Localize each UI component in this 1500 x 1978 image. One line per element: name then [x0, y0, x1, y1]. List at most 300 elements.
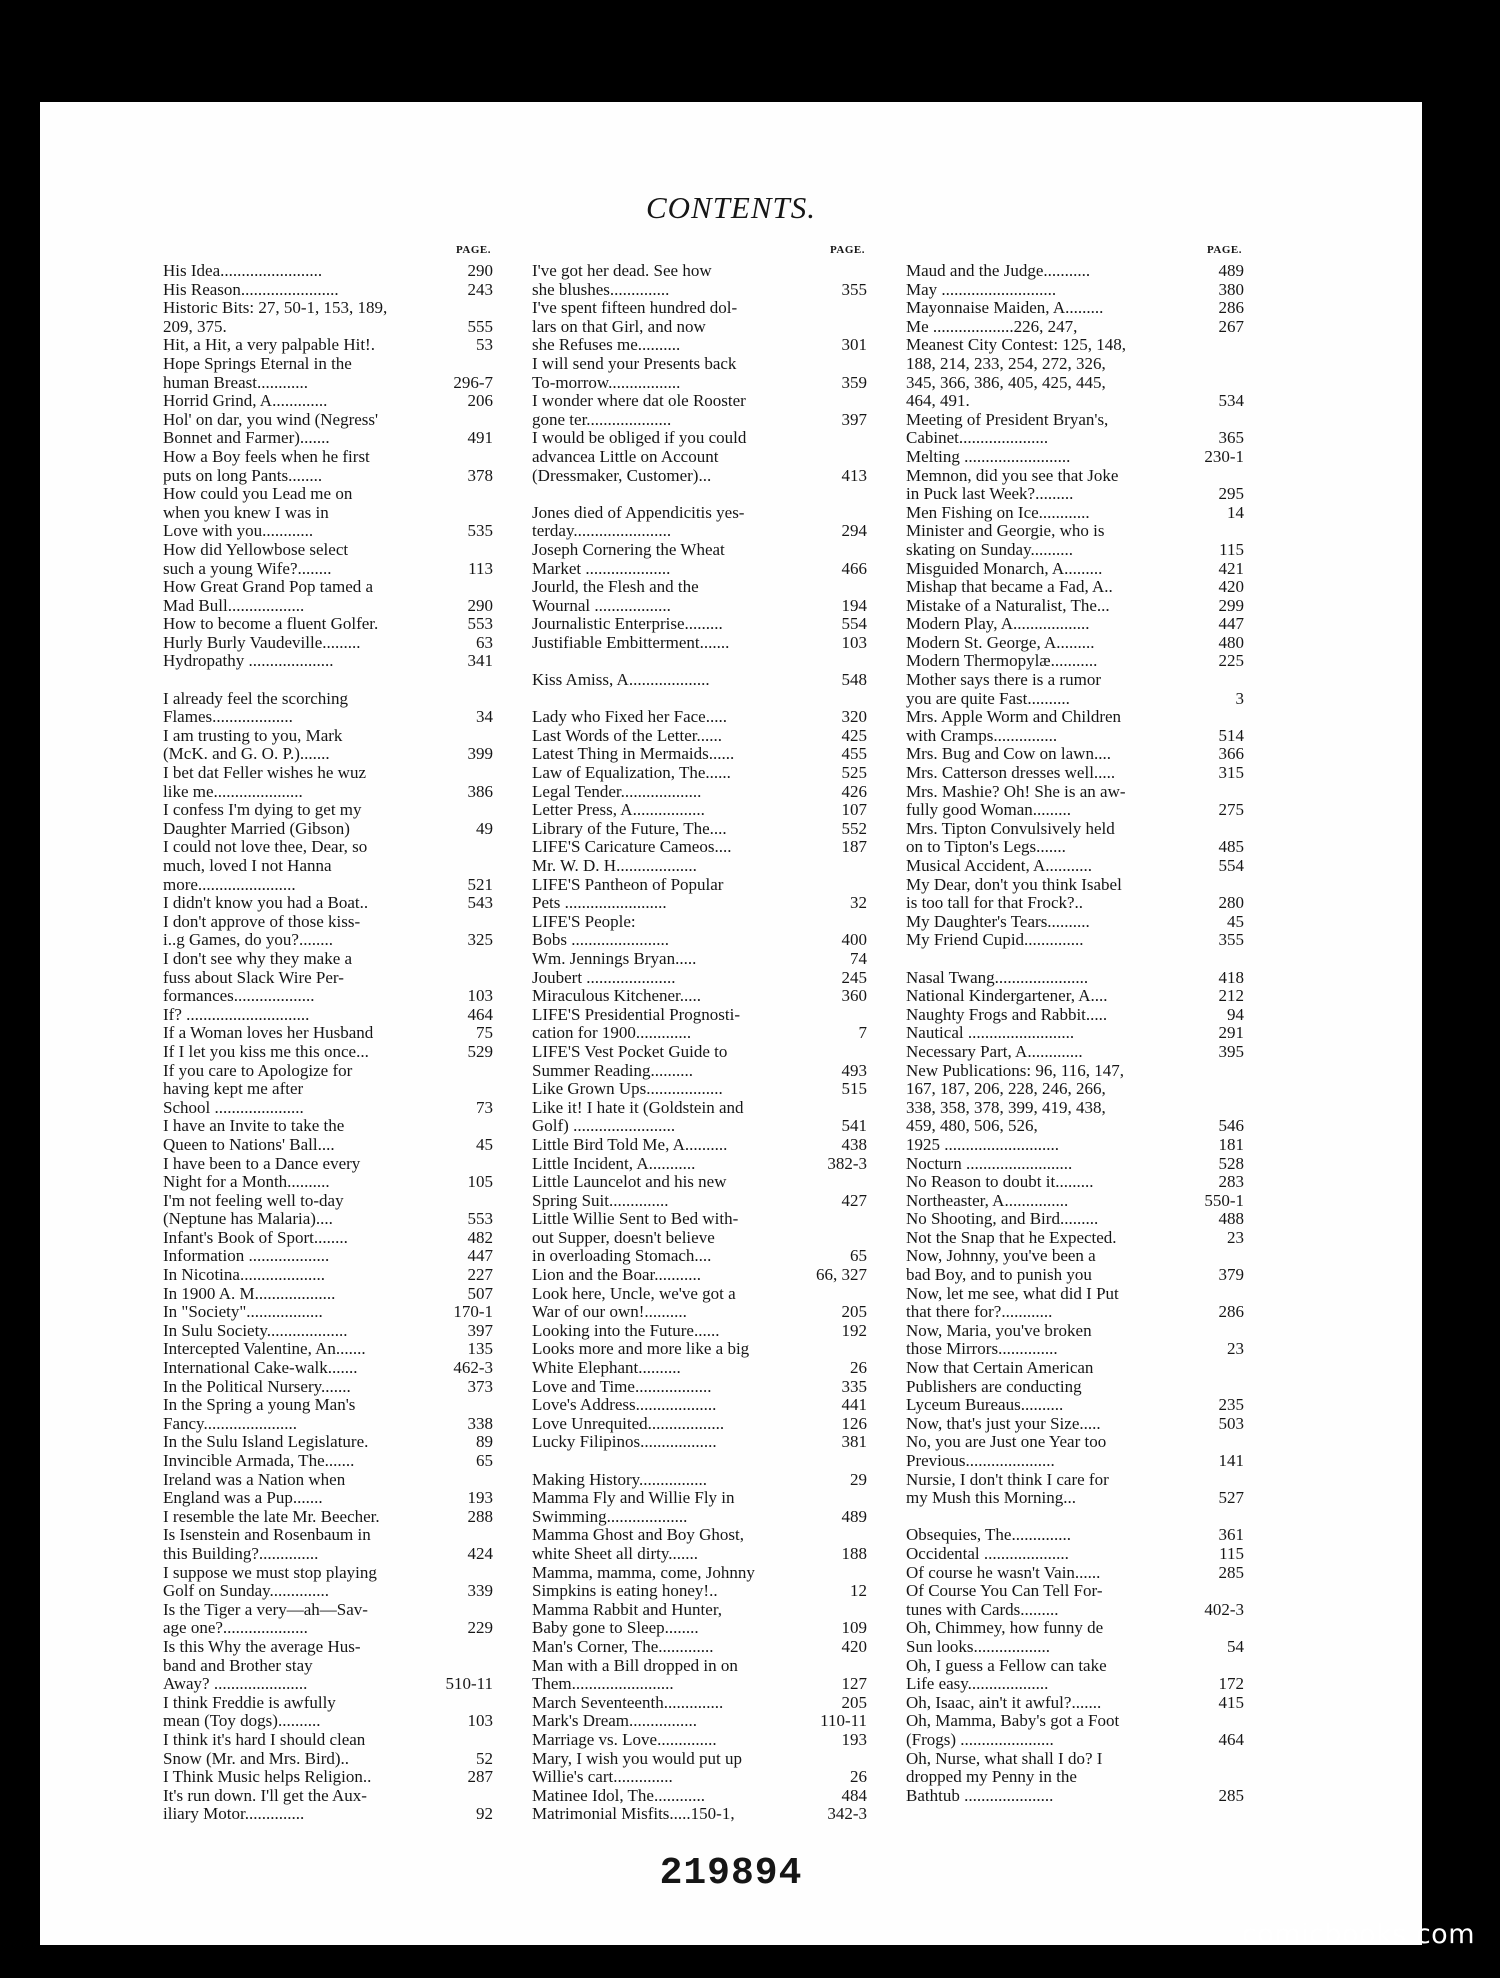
contents-entry	[163, 894, 493, 913]
entry-title: Meeting of President Bryan's, Cabinet.....................	[906, 410, 1109, 448]
contents-entry	[163, 1601, 493, 1638]
entry-page-number: 53	[476, 335, 493, 355]
contents-entry	[532, 838, 867, 857]
entry-title: LIFE'S Vest Pocket Guide to Summer Reading..........	[532, 1042, 728, 1080]
entry-title: Mamma Ghost and Boy Ghost, white Sheet all dirty.......	[532, 1526, 745, 1563]
contents-entry	[906, 987, 1244, 1006]
contents-entry	[906, 299, 1244, 318]
entry-page-number: 32	[850, 893, 867, 913]
entry-title: I resemble the late Mr. Beecher.	[163, 1507, 380, 1526]
entry-page-number: 489	[1218, 261, 1244, 280]
contents-entry	[906, 820, 1244, 857]
contents-entry	[163, 1768, 493, 1787]
contents-entry	[163, 690, 493, 727]
section-gap	[163, 671, 493, 690]
entry-page-number: 355	[1218, 930, 1244, 950]
contents-entry	[163, 1117, 493, 1154]
contents-column-1	[163, 242, 493, 1824]
contents-entry	[532, 1415, 867, 1434]
entry-page-number: 554	[1218, 856, 1244, 875]
entry-page-number: 205	[841, 1692, 867, 1712]
contents-entry	[906, 1694, 1244, 1713]
entry-title: Nocturn .........................	[906, 1154, 1073, 1173]
entry-title: Like Grown Ups..................	[532, 1080, 723, 1099]
contents-entry	[163, 1322, 493, 1341]
entry-title: Lady who Fixed her Face.....	[532, 708, 727, 727]
entry-title: Horrid Grind, A.............	[163, 392, 328, 411]
entry-page-number: 227	[467, 1265, 493, 1285]
entry-title: Naughty Frogs and Rabbit.....	[906, 1005, 1108, 1024]
entry-page-number: 285	[1218, 1785, 1244, 1805]
entry-page-number: 320	[841, 707, 867, 727]
contents-entry	[163, 950, 493, 1006]
entry-page-number: 489	[841, 1506, 867, 1526]
contents-entry	[163, 1285, 493, 1304]
entry-title: In Sulu Society...................	[163, 1321, 348, 1340]
entry-title: Hydropathy ....................	[163, 652, 334, 671]
entry-page-number: 366	[1218, 744, 1244, 764]
entry-title: 1925 ...........................	[906, 1135, 1059, 1154]
entry-title: LIFE'S People:	[532, 912, 636, 931]
entry-page-number: 514	[1218, 725, 1244, 745]
entry-page-number: 66, 327	[816, 1265, 867, 1285]
contents-entry	[163, 634, 493, 653]
entry-title: Now, Johnny, you've been a bad Boy, and to punish you	[906, 1247, 1096, 1285]
entry-page-number: 488	[1218, 1209, 1244, 1229]
entry-page-number: 535	[467, 521, 493, 541]
entry-title: National Kindergartener, A....	[906, 987, 1108, 1006]
contents-entry	[906, 336, 1244, 410]
entry-title: How a Boy feels when he first puts on long Pants........	[163, 447, 370, 485]
entry-page-number: 325	[467, 930, 493, 950]
entry-title: Mrs. Mashie? Oh! She is an aw- fully good Woman.........	[906, 782, 1126, 820]
entry-title: I don't approve of those kiss- i..g Games, do you?........	[163, 912, 361, 950]
entry-page-number: 355	[841, 279, 867, 299]
entry-title: Hurly Burly Vaudeville.........	[163, 633, 361, 652]
entry-title: I don't see why they make a fuss about Slack Wire Per- formances...................	[163, 949, 353, 1006]
contents-entry	[906, 1657, 1244, 1694]
contents-entry	[532, 1378, 867, 1397]
entry-title: Love Unrequited..................	[532, 1414, 725, 1433]
contents-entry	[532, 727, 867, 746]
entry-page-number: 235	[1218, 1395, 1244, 1415]
contents-column-3	[906, 242, 1244, 1805]
contents-entry	[532, 1805, 867, 1824]
contents-entry	[163, 1359, 493, 1378]
entry-title: If you care to Apologize for having kept me after School .....................	[163, 1061, 353, 1117]
entry-page-number: 294	[841, 521, 867, 541]
contents-entry	[163, 1024, 493, 1043]
entry-title: Me ...................226, 247,	[906, 317, 1078, 336]
contents-entry	[163, 336, 493, 355]
entry-title: Mistake of a Naturalist, The...	[906, 596, 1110, 615]
entry-title: Infant's Book of Sport........	[163, 1228, 348, 1247]
entry-page-number: 229	[467, 1618, 493, 1638]
section-gap	[906, 1508, 1244, 1527]
entry-title: In the Spring a young Man's Fancy......................	[163, 1396, 356, 1433]
entry-page-number: 507	[467, 1283, 493, 1303]
entry-page-number: 299	[1218, 595, 1244, 615]
entry-title: Information ...................	[163, 1247, 330, 1266]
entry-title: May ...........................	[906, 280, 1057, 299]
entry-title: Modern Play, A..................	[906, 615, 1090, 634]
contents-entry	[532, 1155, 867, 1174]
contents-entry	[532, 931, 867, 950]
entry-page-number: 360	[841, 986, 867, 1006]
contents-entry	[532, 541, 867, 578]
entry-title: International Cake-walk.......	[163, 1359, 358, 1378]
entry-page-number: 420	[841, 1636, 867, 1656]
entry-page-number: 484	[841, 1785, 867, 1805]
entry-page-number: 52	[476, 1748, 493, 1768]
entry-page-number: 382-3	[827, 1153, 867, 1173]
entry-title: Now, Maria, you've broken those Mirrors..............	[906, 1321, 1092, 1359]
page-title: CONTENTS.	[645, 190, 817, 225]
contents-entry	[532, 1787, 867, 1806]
entry-page-number: 359	[841, 372, 867, 392]
entry-title: Marriage vs. Love..............	[532, 1730, 717, 1749]
entry-title: Mamma Rabbit and Hunter, Baby gone to Sleep........	[532, 1600, 723, 1638]
entry-title: How Great Grand Pop tamed a Mad Bull..................	[163, 578, 374, 615]
entry-title: Oh, Nurse, what shall I do? I dropped my Penny in the Bathtub .....................	[906, 1749, 1103, 1805]
entry-page-number: 170-1	[453, 1302, 493, 1322]
contents-entry	[163, 1694, 493, 1731]
contents-entry	[906, 1433, 1244, 1470]
entry-page-number: 438	[841, 1134, 867, 1154]
entry-page-number: 205	[841, 1302, 867, 1322]
entry-title: Journalistic Enterprise.........	[532, 615, 723, 634]
entry-page-number: 141	[1218, 1451, 1244, 1470]
contents-entry	[163, 578, 493, 615]
contents-entry	[906, 1155, 1244, 1174]
section-gap	[532, 1452, 867, 1471]
entry-page-number: 534	[1218, 391, 1244, 411]
entry-title: Mary, I wish you would put up Willie's cart..............	[532, 1749, 742, 1787]
entry-title: I think Freddie is awfully mean (Toy dogs)..........	[163, 1693, 336, 1731]
entry-page-number: 26	[850, 1358, 867, 1378]
entry-page-number: 365	[1218, 428, 1244, 448]
contents-entry	[163, 1303, 493, 1322]
contents-entry	[163, 652, 493, 671]
contents-entry	[532, 634, 867, 653]
entry-page-number: 286	[1218, 298, 1244, 318]
contents-entry	[163, 838, 493, 894]
entry-page-number: 528	[1218, 1153, 1244, 1173]
entry-title: Nasal Twang......................	[906, 968, 1089, 987]
entry-page-number: 172	[1218, 1674, 1244, 1694]
contents-entry	[532, 1638, 867, 1657]
entry-title: Of Course You Can Tell For- tunes with Cards.........	[906, 1582, 1103, 1619]
contents-entry	[906, 262, 1244, 281]
entry-title: Justifiable Embitterment.......	[532, 633, 730, 652]
entry-page-number: 491	[467, 428, 493, 448]
entry-page-number: 402-3	[1204, 1599, 1244, 1619]
contents-entry	[906, 560, 1244, 579]
entry-page-number: 275	[1218, 800, 1244, 820]
contents-entry	[163, 1396, 493, 1433]
entry-page-number: 462-3	[453, 1358, 493, 1378]
contents-entry	[532, 1173, 867, 1210]
page-column-header: PAGE.	[1207, 244, 1242, 256]
entry-title: If I let you kiss me this once...	[163, 1042, 369, 1061]
entry-title: Man with a Bill dropped in on Them........................	[532, 1656, 738, 1694]
entry-page-number: 103	[467, 1711, 493, 1731]
entry-page-number: 23	[1227, 1339, 1244, 1359]
contents-entry	[532, 1433, 867, 1452]
entry-page-number: 335	[841, 1376, 867, 1396]
contents-entry	[163, 1062, 493, 1118]
entry-page-number: 290	[467, 261, 493, 280]
entry-title: Library of the Future, The....	[532, 819, 727, 838]
contents-entry	[163, 1452, 493, 1471]
entry-page-number: 546	[1218, 1116, 1244, 1136]
entry-page-number: 455	[841, 744, 867, 764]
entry-page-number: 73	[476, 1097, 493, 1117]
entry-title: Mother says there is a rumor you are quite Fast..........	[906, 671, 1101, 708]
contents-entry	[532, 950, 867, 969]
entry-title: LIFE'S Pantheon of Popular Pets ........................	[532, 875, 724, 913]
contents-entry	[163, 392, 493, 411]
contents-entry	[163, 1508, 493, 1527]
entry-title: How to become a fluent Golfer.	[163, 615, 379, 634]
entry-page-number: 464	[1218, 1729, 1244, 1749]
contents-entry	[163, 262, 493, 281]
entry-page-number: 12	[850, 1581, 867, 1601]
contents-entry	[906, 876, 1244, 913]
entry-title: I have been to a Dance every Night for a Month..........	[163, 1154, 361, 1192]
entry-title: Joubert .....................	[532, 968, 676, 987]
contents-entry	[532, 671, 867, 690]
contents-entry	[163, 485, 493, 541]
entry-title: Hol' on dar, you wind (Negress' Bonnet and Farmer).......	[163, 410, 379, 448]
entry-title: Mrs. Tipton Convulsively held on to Tipton's Legs.......	[906, 819, 1115, 857]
entry-page-number: 181	[1218, 1134, 1244, 1154]
entry-title: Mamma Fly and Willie Fly in Swimming...................	[532, 1489, 735, 1526]
entry-page-number: 193	[467, 1488, 493, 1508]
contents-entry	[906, 1619, 1244, 1656]
entry-title: Mark's Dream................	[532, 1712, 698, 1731]
entry-title: Little Willie Sent to Bed with- out Supper, doesn't believe in overloading Stomach....	[532, 1210, 739, 1266]
entry-title: I've spent fifteen hundred dol- lars on that Girl, and now she Refuses me..........	[532, 299, 738, 355]
entry-page-number: 515	[841, 1079, 867, 1099]
contents-entry	[163, 1155, 493, 1192]
entry-title: Looks more and more like a big White Elephant..........	[532, 1340, 750, 1378]
entry-title: Necessary Part, A.............	[906, 1042, 1083, 1061]
contents-entry	[906, 1229, 1244, 1248]
entry-page-number: 92	[476, 1804, 493, 1824]
entry-page-number: 541	[841, 1116, 867, 1136]
entry-title: I will send your Presents back To-morrow.................	[532, 354, 737, 392]
entry-title: If? .............................	[163, 1005, 310, 1024]
entry-title: Man's Corner, The.............	[532, 1637, 714, 1656]
contents-entry	[532, 1080, 867, 1099]
contents-entry	[163, 1564, 493, 1601]
entry-title: Last Words of the Letter......	[532, 726, 722, 745]
contents-entry	[532, 1285, 867, 1322]
entry-page-number: 63	[476, 632, 493, 652]
entry-page-number: 135	[467, 1339, 493, 1359]
contents-entry	[906, 1359, 1244, 1415]
entry-title: In "Society"..................	[163, 1303, 323, 1322]
contents-entry	[532, 1099, 867, 1136]
entry-title: Occidental ....................	[906, 1544, 1069, 1563]
entry-page-number: 288	[467, 1506, 493, 1526]
entry-title: Melting .........................	[906, 447, 1071, 466]
entry-page-number: 283	[1218, 1172, 1244, 1192]
contents-entry	[906, 764, 1244, 783]
entry-title: I didn't know you had a Boat..	[163, 894, 369, 913]
entry-page-number: 49	[476, 818, 493, 838]
entry-title: Bobs .......................	[532, 931, 669, 950]
contents-entry	[163, 615, 493, 634]
entry-title: Lucky Filipinos..................	[532, 1433, 717, 1452]
contents-entry	[906, 671, 1244, 708]
entry-title: Oh, Isaac, ain't it awful?.......	[906, 1693, 1102, 1712]
entry-title: Hope Springs Eternal in the human Breast............	[163, 354, 352, 392]
entry-page-number: 503	[1218, 1413, 1244, 1433]
contents-entry	[906, 1062, 1244, 1136]
contents-entry	[532, 1564, 867, 1601]
contents-entry	[163, 1266, 493, 1285]
entry-title: Jourld, the Flesh and the Wournal ..................	[532, 578, 699, 615]
entry-title: I bet dat Feller wishes he wuz like me.....................	[163, 764, 366, 801]
entry-page-number: 493	[841, 1060, 867, 1080]
entry-title: Maud and the Judge...........	[906, 262, 1091, 280]
entry-title: Oh, Mamma, Baby's got a Foot (Frogs) ......................	[906, 1712, 1120, 1749]
entry-title: Mishap that became a Fad, A..	[906, 578, 1113, 597]
entry-page-number: 301	[841, 335, 867, 355]
entry-page-number: 54	[1227, 1636, 1244, 1656]
entry-title: Legal Tender...................	[532, 782, 702, 801]
contents-entry	[163, 913, 493, 950]
contents-entry	[906, 1322, 1244, 1359]
entry-title: Mayonnaise Maiden, A.........	[906, 299, 1104, 318]
entry-page-number: 413	[841, 465, 867, 485]
contents-entry	[906, 783, 1244, 820]
entry-title: Northeaster, A...............	[906, 1191, 1069, 1210]
entry-page-number: 188	[841, 1543, 867, 1563]
entry-title: I'm not feeling well to-day (Neptune has Malaria)....	[163, 1191, 344, 1229]
entry-title: Little Launcelot and his new Spring Suit..............	[532, 1173, 727, 1210]
entry-page-number: 338	[467, 1413, 493, 1433]
contents-entry	[532, 392, 867, 429]
entry-page-number: 296-7	[453, 372, 493, 392]
entry-page-number: 543	[467, 893, 493, 913]
entry-title: Invincible Armada, The.......	[163, 1452, 355, 1470]
entry-page-number: 34	[476, 707, 493, 727]
entry-title: My Dear, don't you think Isabel is too tall for that Frock?..	[906, 875, 1122, 913]
entry-page-number: 550-1	[1204, 1190, 1244, 1210]
entry-page-number: 397	[841, 409, 867, 429]
entry-title: Letter Press, A.................	[532, 801, 705, 820]
entry-page-number: 525	[841, 763, 867, 783]
contents-entry	[532, 578, 867, 615]
entry-title: Historic Bits: 27, 50-1, 153, 189, 209, 375.	[163, 299, 388, 336]
contents-entry	[906, 318, 1244, 337]
entry-title: I would be obliged if you could advancea Little on Account (Dressmaker, Customer)...	[532, 429, 747, 485]
entry-page-number: 553	[467, 1209, 493, 1229]
contents-entry	[163, 801, 493, 838]
contents-entry	[163, 355, 493, 392]
entry-page-number: 65	[850, 1246, 867, 1266]
entry-page-number: 89	[476, 1432, 493, 1452]
contents-entry	[163, 1340, 493, 1359]
entry-title: Matinee Idol, The............	[532, 1786, 705, 1805]
contents-entry	[532, 708, 867, 727]
contents-entry	[163, 541, 493, 578]
entry-page-number: 380	[1218, 279, 1244, 299]
entry-title: Not the Snap that he Expected.	[906, 1228, 1117, 1247]
entry-title: I am trusting to you, Mark (McK. and G. O. P.).......	[163, 726, 343, 764]
page-column-header: PAGE.	[456, 244, 491, 256]
contents-entry	[906, 745, 1244, 764]
entry-page-number: 426	[841, 781, 867, 801]
entry-title: Lion and the Boar...........	[532, 1266, 702, 1285]
entry-page-number: 548	[841, 670, 867, 690]
entry-title: Now that Certain American Publishers are conducting Lyceum Bureaus..........	[906, 1359, 1094, 1415]
contents-entry	[163, 299, 493, 336]
entry-page-number: 115	[1219, 539, 1244, 559]
contents-entry	[906, 652, 1244, 671]
contents-entry	[532, 615, 867, 634]
entry-page-number: 441	[841, 1395, 867, 1415]
contents-entry	[906, 1415, 1244, 1434]
entry-page-number: 267	[1218, 316, 1244, 336]
entry-title: Nautical .........................	[906, 1024, 1075, 1043]
contents-entry	[163, 727, 493, 764]
entry-page-number: 107	[841, 800, 867, 820]
contents-entry	[532, 1601, 867, 1638]
entry-title: Meanest City Contest: 125, 148, 188, 214, 233, 254, 272, 326, 345, 366, 386, 405, 425, 445, 464, 491.	[906, 336, 1127, 411]
entry-title: No Shooting, and Bird.........	[906, 1210, 1099, 1229]
contents-entry	[163, 1192, 493, 1229]
contents-entry	[532, 820, 867, 839]
contents-entry	[906, 504, 1244, 523]
section-gap	[532, 485, 867, 504]
contents-entry	[906, 615, 1244, 634]
entry-page-number: 418	[1218, 967, 1244, 987]
entry-title: My Friend Cupid..............	[906, 931, 1084, 950]
entry-title: Mrs. Bug and Cow on lawn....	[906, 745, 1111, 764]
entry-page-number: 427	[841, 1190, 867, 1210]
entry-page-number: 399	[467, 744, 493, 764]
entry-title: Nursie, I don't think I care for my Mush this Morning...	[906, 1470, 1109, 1508]
entry-page-number: 464	[467, 1004, 493, 1024]
entry-title: How did Yellowbose select such a young Wife?........	[163, 540, 349, 578]
contents-entry	[163, 1731, 493, 1768]
entry-page-number: 291	[1218, 1023, 1244, 1043]
entry-title: His Reason.......................	[163, 280, 339, 299]
entry-page-number: 527	[1218, 1488, 1244, 1508]
contents-entry	[163, 1787, 493, 1824]
entry-page-number: 342-3	[827, 1804, 867, 1824]
entry-page-number: 341	[467, 651, 493, 671]
contents-entry	[906, 1712, 1244, 1749]
entry-title: Making History................	[532, 1470, 708, 1489]
contents-entry	[163, 1433, 493, 1452]
contents-entry	[906, 913, 1244, 932]
watermark: comicbooks.com	[1241, 1919, 1475, 1950]
contents-column-2	[532, 242, 867, 1824]
entry-page-number: 447	[1218, 614, 1244, 634]
entry-page-number: 23	[1227, 1227, 1244, 1247]
entry-page-number: 193	[841, 1729, 867, 1749]
entry-page-number: 554	[841, 614, 867, 634]
contents-entry	[906, 1285, 1244, 1322]
entry-title: LIFE'S Presidential Prognosti- cation for 1900.............	[532, 1005, 741, 1043]
contents-entry	[906, 1247, 1244, 1284]
contents-entry	[532, 969, 867, 988]
